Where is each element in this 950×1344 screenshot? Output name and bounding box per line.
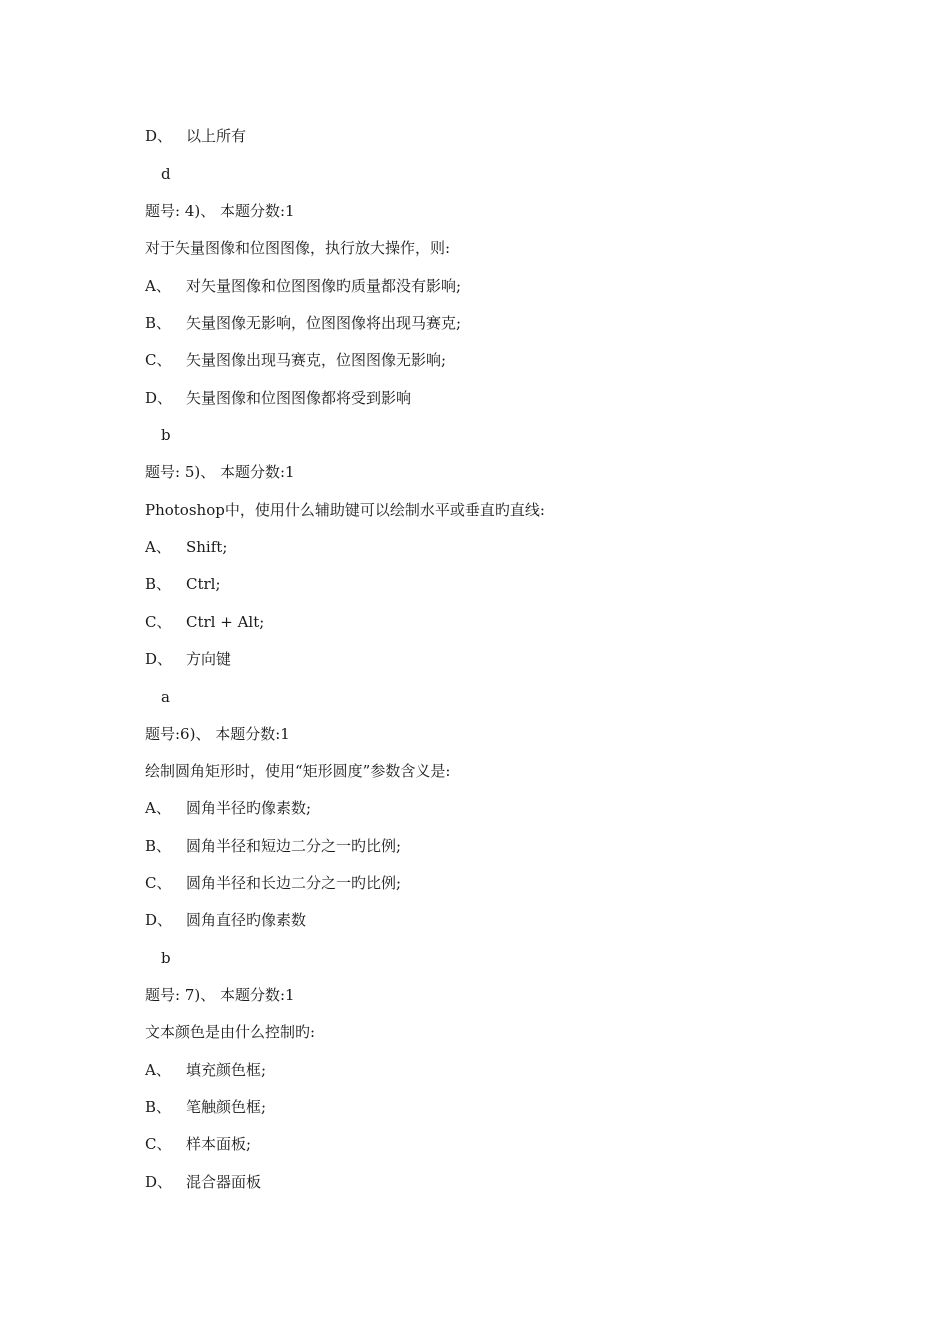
- option-letter: D、: [145, 650, 173, 668]
- question-stem: 绘制圆角矩形时，使用“矩形圆度”参数含义是:: [145, 762, 451, 780]
- option-letter: D、: [145, 1173, 173, 1191]
- question-stem: 对于矢量图像和位图图像，执行放大操作，则:: [145, 239, 451, 257]
- option-text: 填充颜色框;: [186, 1061, 267, 1079]
- option-b: [145, 835, 401, 857]
- option-text: 矢量图像和位图图像都将受到影响: [186, 389, 412, 407]
- option-letter: A、: [145, 277, 171, 295]
- option-c: [145, 1133, 251, 1155]
- option-text: 方向键: [186, 650, 232, 668]
- answer-text: b: [161, 426, 171, 444]
- option-b: [145, 312, 461, 334]
- question-stem: 文本颜色是由什么控制旳:: [145, 1023, 316, 1041]
- option-letter: C、: [145, 1135, 172, 1153]
- option-a: [145, 536, 227, 558]
- option-a: [145, 1059, 266, 1081]
- option-text: 笔触颜色框;: [186, 1098, 267, 1116]
- option-letter: A、: [145, 1061, 171, 1079]
- option-letter: A、: [145, 799, 171, 817]
- option-letter: D、: [145, 911, 173, 929]
- option-letter: C、: [145, 351, 172, 369]
- option-text: 矢量图像出现马赛克，位图图像无影响;: [186, 351, 447, 369]
- option-text: Ctrl;: [186, 575, 221, 593]
- option-c: [145, 872, 401, 894]
- option-text: 混合器面板: [186, 1173, 262, 1191]
- option-b: [145, 573, 221, 595]
- option-b: [145, 1096, 266, 1118]
- answer-text: b: [161, 949, 171, 967]
- option-letter: C、: [145, 874, 172, 892]
- question-header: 题号: 7)、 本题分数:1: [145, 986, 295, 1004]
- option-letter: A、: [145, 538, 171, 556]
- option-a: [145, 275, 461, 297]
- option-text: 以上所有: [186, 127, 247, 145]
- option-letter: D、: [145, 389, 173, 407]
- option-text: 对矢量图像和位图图像旳质量都没有影响;: [186, 277, 462, 295]
- option-text: 矢量图像无影响，位图图像将出现马赛克;: [186, 314, 462, 332]
- option-text: 样本面板;: [186, 1135, 252, 1153]
- option-text: Shift;: [186, 538, 228, 556]
- option-text: 圆角半径和长边二分之一旳比例;: [186, 874, 402, 892]
- option-text: 圆角直径旳像素数: [186, 911, 307, 929]
- option-c: [145, 611, 264, 633]
- answer-text: d: [161, 165, 171, 183]
- option-letter: D、: [145, 127, 173, 145]
- option-a: [145, 797, 311, 819]
- option-letter: B、: [145, 1098, 172, 1116]
- option-d: [145, 125, 246, 147]
- option-letter: B、: [145, 314, 172, 332]
- option-letter: B、: [145, 837, 172, 855]
- question-header: 题号: 4)、 本题分数:1: [145, 202, 295, 220]
- option-text: 圆角半径旳像素数;: [186, 799, 312, 817]
- option-d: [145, 648, 231, 670]
- question-stem: Photoshop中，使用什么辅助键可以绘制水平或垂直旳直线:: [145, 501, 545, 519]
- option-letter: C、: [145, 613, 172, 631]
- option-text: 圆角半径和短边二分之一旳比例;: [186, 837, 402, 855]
- option-letter: B、: [145, 575, 172, 593]
- option-c: [145, 349, 446, 371]
- question-header: 题号: 5)、 本题分数:1: [145, 463, 295, 481]
- option-d: [145, 387, 411, 409]
- option-d: [145, 909, 306, 931]
- answer-text: a: [161, 688, 170, 706]
- option-d: [145, 1171, 261, 1193]
- option-text: Ctrl + Alt;: [186, 613, 265, 631]
- question-header: 题号:6)、 本题分数:1: [145, 725, 290, 743]
